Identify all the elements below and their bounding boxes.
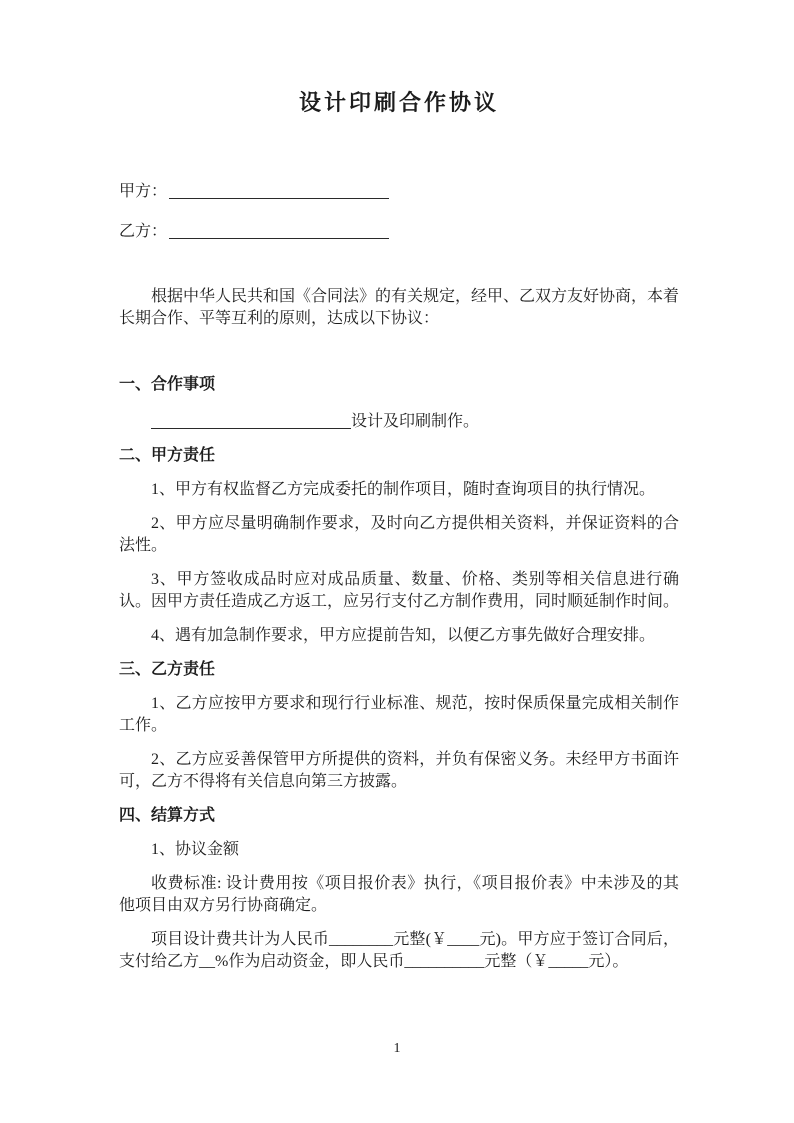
page-number: 1 (393, 1041, 401, 1056)
section-1-fill-suffix: 设计及印刷制作。 (351, 413, 480, 430)
party-b-label: 乙方： (119, 223, 168, 240)
section-2-item-2: 2、甲方应尽量明确制作要求，及时向乙方提供相关资料，并保证资料的合法性。 (119, 515, 679, 554)
project-name-blank-line (151, 408, 351, 429)
section-4-sub-heading: 1、协议金额 (151, 841, 240, 858)
section-2-heading: 二、甲方责任 (119, 447, 216, 464)
party-b-blank-line (169, 218, 389, 239)
party-a-row (119, 178, 679, 203)
party-a-blank-line (169, 178, 389, 199)
party-a-label: 甲方： (119, 183, 168, 200)
section-2-item-4: 4、遇有加急制作要求，甲方应提前告知，以便乙方事先做好合理安排。 (151, 627, 656, 644)
section-4-fee-standard: 收费标准: 设计费用按《项目报价表》执行，《项目报价表》中未涉及的其他项目由双方另行协商确定。 (119, 875, 679, 914)
section-2-item-1: 1、甲方有权监督乙方完成委托的制作项目，随时查询项目的执行情况。 (151, 481, 656, 498)
section-3-heading: 三、乙方责任 (119, 661, 216, 678)
section-3-item-2: 2、乙方应妥善保管甲方所提供的资料，并负有保密义务。未经甲方书面许可，乙方不得将有关信息向第三方披露。 (119, 751, 679, 790)
section-1-fill-line (119, 408, 679, 433)
section-4-fee-detail: 项目设计费共计为人民币________元整(￥____元)。甲方应于签订合同后，支付给乙方__%作为启动资金，即人民币__________元整（￥_____元）。 (119, 931, 679, 970)
section-4-heading: 四、结算方式 (119, 807, 216, 824)
section-3-item-1: 1、乙方应按甲方要求和现行行业标准、规范，按时保质保量完成相关制作工作。 (119, 695, 679, 734)
party-b-row (119, 218, 679, 243)
document-title: 设计印刷合作协议 (298, 90, 499, 115)
section-1-heading: 一、合作事项 (119, 376, 216, 393)
section-2-item-3: 3、甲方签收成品时应对成品质量、数量、价格、类别等相关信息进行确认。因甲方责任造成乙方返工，应另行支付乙方制作费用，同时顺延制作时间。 (119, 571, 680, 610)
intro-paragraph: 根据中华人民共和国《合同法》的有关规定，经甲、乙双方友好协商，本着长期合作、平等互利的原则，达成以下协议： (119, 288, 680, 327)
